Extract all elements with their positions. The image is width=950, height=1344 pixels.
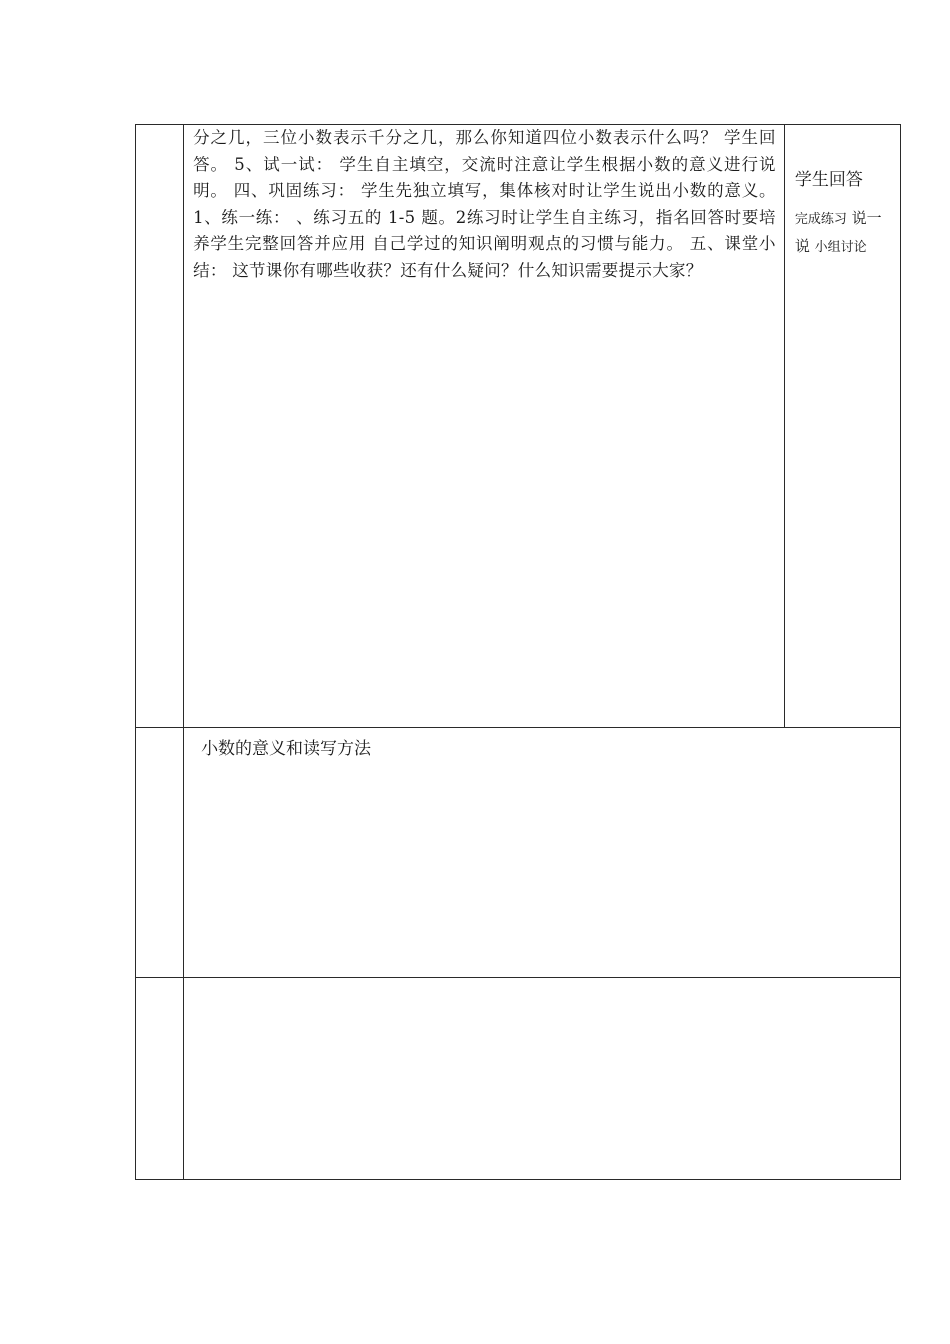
board-summary-text: 小数的意义和读写方法	[201, 738, 372, 759]
board-design-row	[136, 727, 901, 977]
say-it-label: 说一说	[794, 209, 882, 255]
teaching-process-text: 分之几，三位小数表示千分之几，那么你知道四位小数表示什么吗？ 学生回答。 5、试一试： 学生自主填空，交流时注意让学生根据小数的意义进行说明。 四、巩固练习： 学生先独立填写，集体核对时让学生说出小数的意义。1、练一练： 、练习五的 1-5 题。2练习时让学生自主练习，指名回答时要培养学生完整回答并应用 自己学过的知识阐明观点的习惯与能力。 五、课堂小结： 这节课你有哪些收获？还有什么疑问？什么知识需要提示大家？	[193, 128, 776, 280]
student-activity-cell	[784, 125, 900, 728]
practice-prefix: 完成练习	[794, 212, 847, 227]
student-answer-label: 学生回答	[794, 170, 863, 190]
row-index-cell	[136, 977, 184, 1179]
reflection-row	[136, 977, 901, 1179]
row-index-cell	[136, 727, 184, 977]
teaching-process-cell	[184, 125, 785, 728]
board-summary-cell	[184, 727, 901, 977]
student-practice-note	[795, 205, 895, 261]
group-discussion-label: 小组讨论	[814, 240, 867, 255]
teaching-process-row	[136, 125, 901, 728]
reflection-cell	[184, 977, 901, 1179]
lesson-table	[135, 124, 901, 1180]
row-index-cell	[136, 125, 184, 728]
